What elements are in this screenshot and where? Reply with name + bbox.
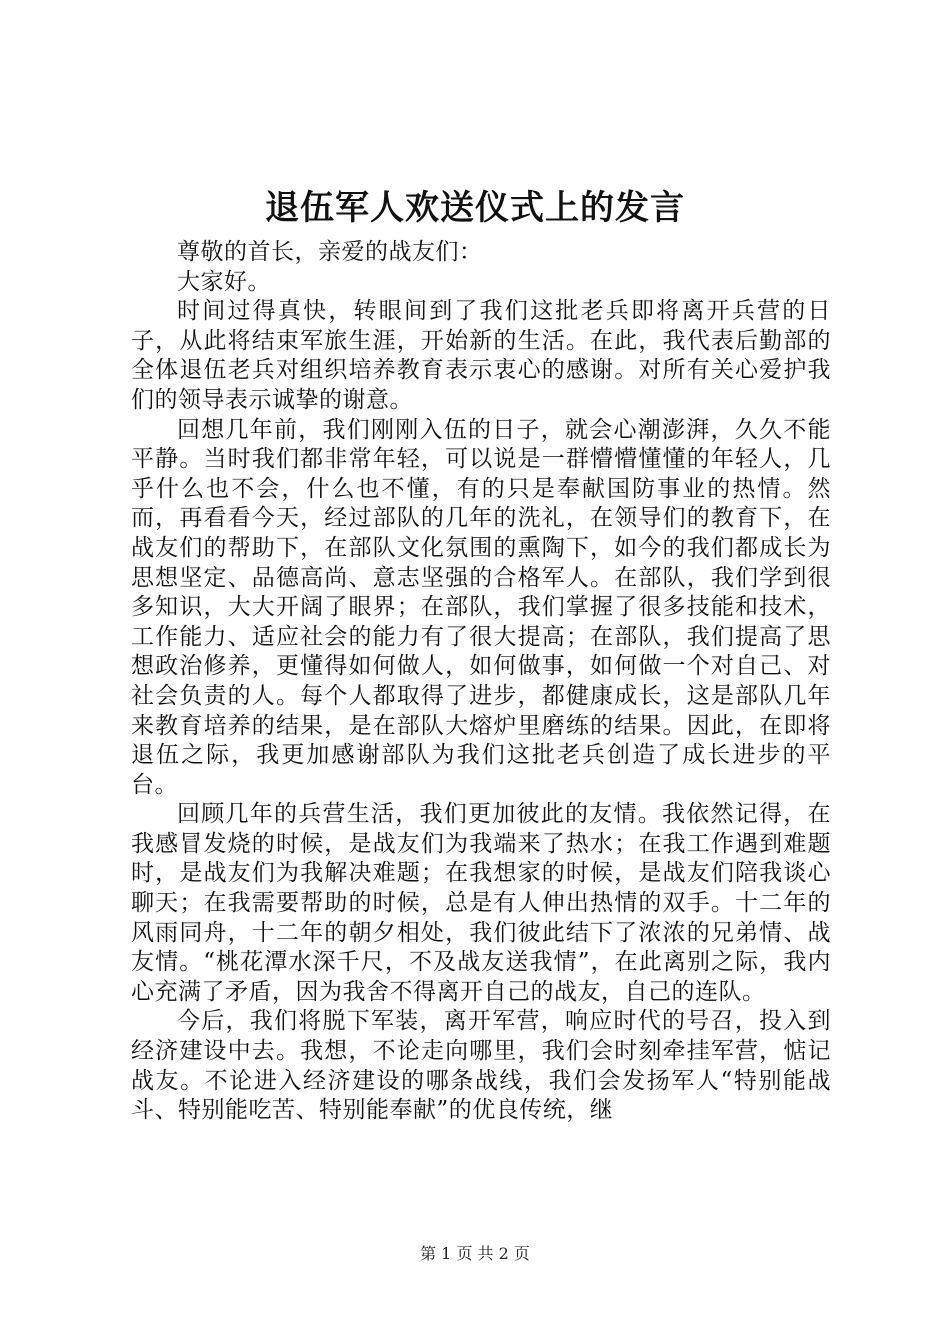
- page-number-footer: 第 1 页 共 2 页: [420, 1244, 530, 1263]
- body-paragraph: 时间过得真快，转眼间到了我们这批老兵即将离开兵营的日子，从此将结束军旅生涯，开始新的生活。在此，我代表后勤部的全体退伍老兵对组织培养教育表示衷心的感谢。对所有关心爱护我们的领导表示诚挚的谢意。: [131, 298, 831, 413]
- document-title: 退伍军人欢送仪式上的发言: [265, 188, 685, 228]
- document-body: [131, 238, 831, 1126]
- body-paragraph: 回顾几年的兵营生活，我们更加彼此的友情。我依然记得，在我感冒发烧的时候，是战友们为我端来了热水；在我工作遇到难题时，是战友们为我解决难题；在我想家的时候，是战友们陪我谈心聊天；在我需要帮助的时候，总是有人伸出热情的双手。十二年的风雨同舟，十二年的朝夕相处，我们彼此结下了浓浓的兄弟情、战友情。“桃花潭水深千尺，不及战友送我情”，在此离别之际，我内心充满了矛盾，因为我舍不得离开自己的战友，自己的连队。: [131, 801, 831, 1005]
- body-paragraph: 今后，我们将脱下军装，离开军营，响应时代的号召，投入到经济建设中去。我想，不论走向哪里，我们会时刻牵挂军营，惦记战友。不论进入经济建设的哪条战线，我们会发扬军人“特别能战斗、特别能吃苦、特别能奉献”的优良传统，继: [131, 1008, 831, 1124]
- salutation-paragraph: 尊敬的首长，亲爱的战友们：: [177, 239, 483, 265]
- greeting-paragraph: 大家好。: [177, 268, 271, 295]
- body-paragraph: 回想几年前，我们刚刚入伍的日子，就会心潮澎湃，久久不能平静。当时我们都非常年轻，可以说是一群懵懵懂懂的年轻人，几乎什么也不会，什么也不懂，有的只是奉献国防事业的热情。然而，再看看今天，经过部队的几年的洗礼，在领导们的教育下，在战友们的帮助下，在部队文化氛围的熏陶下，如今的我们都成长为思想坚定、品德高尚、意志坚强的合格军人。在部队，我们学到很多知识，大大开阔了眼界；在部队，我们掌握了很多技能和技术，工作能力、适应社会的能力有了很大提高；在部队，我们提高了思想政治修养，更懂得如何做人，如何做事，如何做一个对自己、对社会负责的人。每个人都取得了进步，都健康成长，这是部队几年来教育培养的结果，是在部队大熔炉里磨练的结果。因此，在即将退伍之际，我更加感谢部队为我们这批老兵创造了成长进步的平台。: [131, 416, 831, 798]
